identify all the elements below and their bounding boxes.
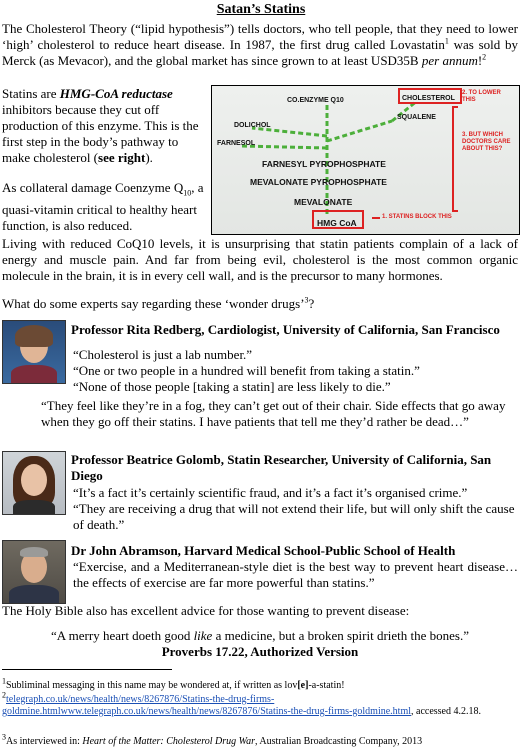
bracket-bottom	[452, 210, 458, 212]
expert-photo-golomb	[2, 451, 66, 515]
label-mevalonate-pp: MEVALONATE PYROPHOSPHATE	[250, 177, 387, 187]
expert-name-abramson: Dr John Abramson, Harvard Medical School-Public School of Health	[71, 543, 456, 558]
bracket-top	[452, 106, 458, 108]
cholesterol-pathway-diagram	[211, 85, 520, 235]
footnote-1-pre: Subliminal messaging in this name may be wondered at, if written as lov	[6, 680, 298, 691]
intro-text-2: was sold by Merck (as Mevacor), and the global market has since grown to at least USD35B	[2, 37, 518, 68]
footnote-ref-3[interactable]: 3	[304, 295, 309, 305]
statins-paragraph	[2, 86, 206, 166]
shoulders-shape	[13, 500, 55, 515]
expert-photo-abramson	[2, 540, 66, 604]
hmg-coa-highlight-box	[312, 210, 364, 229]
coq10-text-post: , a quasi-vitamin critical to healthy heart function, is also reduced.	[2, 180, 204, 233]
note-statins-block: 1. STATINS BLOCK THIS	[382, 214, 452, 220]
footnote-1-post: -a-statin!	[308, 680, 345, 691]
hair-shape	[20, 547, 48, 557]
footnote-3-italic: Heart of the Matter: Cholesterol Drug War	[82, 736, 255, 747]
experts-question-end: ?	[308, 296, 315, 311]
footnote-1-bold: [e]	[297, 680, 309, 691]
face-shape	[21, 464, 47, 496]
shoulders-shape	[9, 585, 59, 604]
footnote-3-pre: As interviewed in:	[6, 736, 83, 747]
bible-intro: The Holy Bible also has excellent advice for those wanting to prevent disease:	[2, 603, 410, 618]
expert-photo-redberg	[2, 320, 66, 384]
intro-italic: per annum	[421, 53, 478, 68]
quote-abramson-1: “Exercise, and a Mediterranean-style diet is the best way to prevent heart disease…the effects of exercise are far more powerful than statins.”	[73, 559, 518, 590]
expert-name-golomb: Professor Beatrice Golomb, Statin Researcher, University of California, San Diego	[71, 452, 492, 483]
quote-golomb-1: “It’s a fact it’s certainly scientific fraud, and it’s a fact it’s organised crime.”	[73, 485, 468, 500]
note-doctors-care: 3. BUT WHICH DOCTORS CARE ABOUT THIS?	[462, 132, 511, 152]
footnote-ref-1[interactable]: 1	[444, 36, 449, 46]
footnote-ref-2[interactable]: 2	[482, 52, 487, 62]
shoulders-shape	[11, 365, 57, 384]
statins-text-post: inhibitors because they cut off production of this enzyme. This is the first step in the body’s pathway to make cholesterol (	[2, 102, 199, 165]
hair-shape	[15, 325, 53, 347]
bible-quote-italic: like	[193, 628, 213, 643]
bible-quote-post: a medicine, but a broken spirit drieth the bones.”	[212, 628, 470, 643]
coq10-text-pre: As collateral damage Coenzyme Q	[2, 180, 184, 195]
intro-text-3: !	[477, 53, 483, 68]
footnote-3-post: , Australian Broadcasting Company, 2013	[254, 736, 423, 747]
quote-golomb-2: “They are receiving a drug that will not extend their life, but will only shift the cause of death.”	[73, 501, 515, 532]
coq10-sub: 10	[183, 188, 192, 198]
label-dolichol: DOLICHOL	[234, 122, 271, 129]
experts-question-text: What do some experts say regarding these ‘wonder drugs’	[2, 296, 305, 311]
intro-text-1: The Cholesterol Theory (“lipid hypothesis”) tells doctors, who tell people, that they need to lower ‘high’ cholesterol to reduce heart disease. In 1987, the first drug called Lovastatin	[2, 21, 518, 52]
label-farnesyl: FARNESYL PYROPHOSPHATE	[262, 159, 386, 169]
statins-text-end: ).	[145, 150, 153, 165]
statins-text-pre: Statins are	[2, 86, 60, 101]
footnote-3-num: 3	[2, 732, 6, 742]
footnote-1-num: 1	[2, 676, 6, 686]
intro-paragraph	[2, 21, 518, 69]
statins-enzyme: HMG-CoA reductase	[59, 86, 173, 101]
coq10-paragraph	[2, 180, 206, 234]
quote-redberg-2: “One or two people in a hundred will benefit from taking a statin.”	[73, 363, 420, 378]
footnote-2-link-2[interactable]: www.telegraph.co.uk/news/health/news/8267876/Statins-the-drug-firms-goldmine.html	[60, 706, 412, 717]
bible-reference: Proverbs 17.22, Authorized Version	[161, 644, 359, 659]
expert-name-redberg: Professor Rita Redberg, Cardiologist, University of California, San Francisco	[71, 322, 500, 337]
note-to-lower: 2. TO LOWER THIS	[462, 90, 501, 103]
label-mevalonate: MEVALONATE	[294, 197, 353, 207]
pathway-branch-squalene	[327, 121, 392, 141]
quote-redberg-4: “They feel like they’re in a fog, they can’t get out of their chair. Side effects that go away when they go off their statins. I have patients that tell me they’d rather be dead…”	[41, 398, 506, 429]
bible-quote-pre: “A merry heart doeth good	[50, 628, 194, 643]
statins-arrow	[372, 217, 380, 219]
bible-quote	[2, 628, 518, 644]
quote-redberg-3: “None of those people [taking a statin] are less likely to die.”	[73, 379, 391, 394]
label-hmg-coa: HMG CoA	[317, 218, 357, 228]
label-coenzyme: CO.ENZYME Q10	[287, 97, 344, 104]
footnote-2-link-1[interactable]: telegraph.co.uk/news/health/news/8267876/Statins-the-drug-firms-goldmine.html	[2, 694, 275, 717]
statins-see-right: see right	[98, 150, 146, 165]
footnote-2-num: 2	[2, 690, 6, 700]
living-paragraph: Living with reduced CoQ10 levels, it is unsurprising that statin patients complain of a lack of energy and muscle pain. And far from being evil, cholesterol is the most common organic molecule in the brain, it is in every cell wall, and is the precursor to many hormones.	[2, 236, 518, 283]
footnote-2	[2, 690, 518, 718]
page-title: Satan’s Statins	[216, 2, 306, 17]
label-farnesol: FARNESOL	[217, 140, 256, 147]
footnote-2-post: , accessed 4.2.18.	[411, 706, 481, 717]
experts-question	[2, 296, 518, 312]
footnote-3	[2, 732, 518, 748]
quote-redberg-1: “Cholesterol is just a lab number.”	[73, 347, 253, 362]
label-squalene: SQUALENE	[397, 114, 436, 121]
label-cholesterol: CHOLESTEROL	[402, 95, 455, 102]
footnote-1	[2, 676, 518, 692]
bracket-line	[452, 106, 454, 212]
footnote-separator	[2, 669, 172, 670]
cholesterol-highlight-box	[398, 88, 462, 104]
